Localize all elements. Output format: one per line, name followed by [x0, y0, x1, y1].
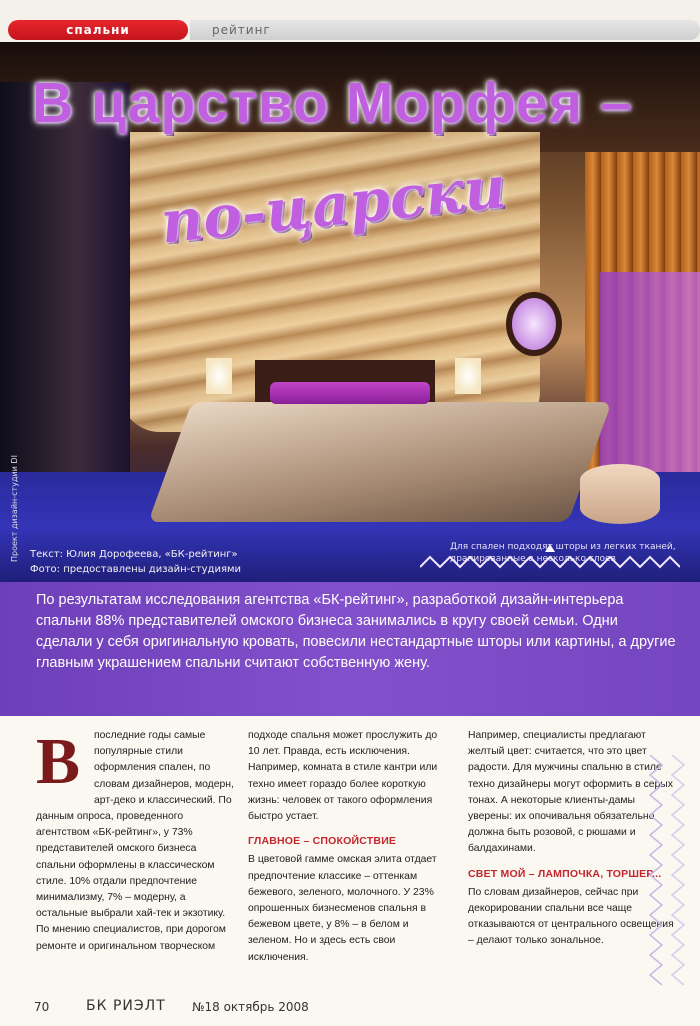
column-3-paragraph-2: По словам дизайнеров, сейчас при декорировании спальни все чаще отказываются от центрального освещения – делают только зональное.	[468, 886, 674, 947]
column-2	[248, 728, 448, 966]
photo-bed	[148, 402, 612, 522]
rubric-tab: рейтинг	[190, 20, 700, 40]
lead-paragraph: По результатам исследования агентства «БК-рейтинг», разработкой дизайн-интерьера спальни 88% представителей омского бизнеса занимались в кругу своей семьи. Одни сделали у себя оригинальную кровать, повесили нестандартные шторы или картины, а другие главным украшением спальни считают собственную жену.	[36, 592, 676, 671]
photo-pouf	[580, 464, 660, 524]
magazine-brand: БК РИЭЛТ	[86, 998, 166, 1014]
photo-lamp-left	[206, 358, 232, 394]
text-credit: Текст: Юлия Дорофеева, «БК-рейтинг»	[30, 549, 238, 560]
subhead-calm: ГЛАВНОЕ – СПОКОЙСТВИЕ	[248, 835, 397, 848]
column-1-paragraph-2: По мнению специалистов, при дорогом ремонте и оригинальном творческом	[36, 924, 226, 952]
headline-line2: по-царски	[157, 152, 510, 257]
column-3	[468, 728, 678, 950]
photo-pillows	[270, 382, 430, 404]
side-zigzag-ornament	[648, 755, 700, 990]
dropcap: В	[36, 725, 81, 798]
column-1-paragraph-1: последние годы самые популярные стили оформления спален, по словам дизайнеров, модерн, арт-деко и классический. По данным опроса, проведенного агентством «БК-рейтинг», у 73% представителей омского бизнеса спальни оформлены в классическом стиле. 10% отдали предпочтение минимализму, 7% – модерну, а остальные выбрали хай-тек и экзотику.	[36, 730, 234, 920]
vertical-photo-credit: Проект дизайн-студии DI	[10, 455, 19, 562]
page-number: 70	[34, 1000, 50, 1014]
subhead-light: СВЕТ МОЙ – ЛАМПОЧКА, ТОРШЕР...	[468, 867, 662, 880]
photo-credit: Фото: предоставлены дизайн-студиями	[30, 564, 242, 575]
credits	[30, 547, 241, 577]
photo-round-mirror	[506, 292, 562, 356]
photo-caption: Для спален подходят шторы из легких тканей, драпированные в несколько слоев	[450, 542, 676, 564]
column-1	[36, 725, 236, 955]
column-2-paragraph-2: В цветовой гамме омская элита отдает предпочтение классике – оттенкам бежевого, зеленого, молочного. У 23% опрошенных бизнесменов спальня в бежевом цвете, у 8% – в белом и зеленом. Но и здесь есть свои исключения.	[248, 854, 437, 963]
headline-line1: В царство Морфея –	[32, 71, 633, 135]
column-3-paragraph-1: Например, специалисты предлагают желтый цвет: считается, что это цвет радости. Для мужчины спальню в стиле техно дизайнеры могут оформить в серых тонах. А некоторые клиенты-дамы уверены: их опочивальня обязательно должна быть розовой, с рюшами и балдахинами.	[468, 730, 673, 855]
footer	[0, 998, 700, 1026]
issue-info: №18 октябрь 2008	[192, 1000, 309, 1014]
section-tab: спальни	[8, 20, 188, 40]
column-2-paragraph-1: подходе спальня может прослужить до 10 лет. Правда, есть исключения. Например, комната в стиле кантри или техно имеет гораздо более короткую жизнь: человек от такого оформления быстро устает.	[248, 730, 438, 823]
photo-lamp-right	[455, 358, 481, 394]
